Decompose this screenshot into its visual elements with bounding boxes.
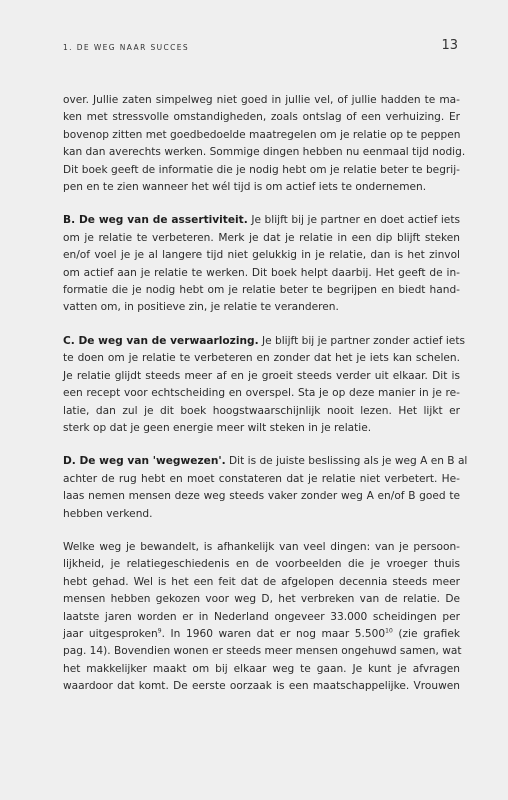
text-run: jaar uitgesproken [63, 627, 158, 640]
text-run: Je blijft bij je partner en doet actief iets [247, 214, 460, 227]
text-line: latie, dan zul je dit boek hoogstwaarschijnlijk nooit lezen. Het lijkt er [63, 404, 460, 417]
text-line: bovenop zitten met goedbedoelde maatregelen om je relatie op te peppen [63, 128, 461, 141]
text-run: Dit is de juiste beslissing als je weg A en B al [225, 455, 468, 468]
text-line: lijkheid, je relatiegeschiedenis en de voorbeelden die je vroeger thuis [63, 558, 460, 571]
text-line: achter de rug hebt en moet constateren dat je relatie niet verbetert. He- [63, 472, 460, 485]
text-line: Je relatie glijdt steeds meer af en je groeit steeds verder uit elkaar. Dit is [63, 369, 460, 382]
text-line: over. Jullie zaten simpelweg niet goed in jullie vel, of jullie hadden te ma- [63, 94, 460, 106]
text-line: het makkelijker maakt om bij elkaar weg te gaan. Je kunt je afvragen [63, 662, 460, 675]
text-line [63, 212, 460, 229]
text-line [63, 333, 465, 350]
text-line: laatste jaren worden er in Nederland ongeveer 33.000 scheidingen per [63, 610, 460, 623]
text-line: waardoor dat komt. De eerste oorzaak is een maatschappelijke. Vrouwen [63, 680, 460, 693]
footnote-marker: 10 [385, 627, 393, 635]
paragraph-verwaarlozing [63, 333, 465, 437]
text-line: een recept voor echtscheiding en overspel. Sta je op deze manier in je re- [63, 387, 460, 400]
text-line: om je relatie te verbeteren. Merk je dat je relatie in een dip blijft steken [63, 231, 460, 244]
text-line: vatten om, in positieve zin, je relatie te veranderen. [63, 301, 339, 314]
text-line: pag. 14). Bovendien wonen er steeds meer mensen ongehuwd samen, wat [63, 645, 462, 658]
text-line: laas nemen mensen deze weg steeds vaker zonder weg A en/of B goed te [63, 490, 460, 503]
text-line [63, 626, 460, 643]
paragraph-heading: C. De weg van de verwaarlozing. [63, 334, 259, 347]
text-line: om actief aan je relatie te werken. Dit boek helpt daarbij. Het geeft de in- [63, 266, 460, 279]
text-line: hebt gehad. Wel is het een feit dat de afgelopen decennia steeds meer [63, 575, 460, 588]
paragraph [63, 92, 466, 196]
text-line: sterk op dat je geen energie meer wilt steken in je relatie. [63, 421, 372, 434]
page-number: 13 [441, 38, 458, 53]
paragraph-wegwezen [63, 453, 468, 523]
text-line: ken met stressvolle omstandigheden, zoals ontslag of een verhuizing. Er [63, 111, 460, 124]
paragraph [63, 539, 460, 696]
paragraph-heading: D. De weg van 'wegwezen'. [63, 455, 226, 468]
paragraph-assertiviteit [63, 212, 460, 316]
text-line: en/of voel je je al langere tijd niet gelukkig in je relatie, dan is het zinvol [63, 249, 460, 262]
body-text [63, 92, 468, 712]
running-header [63, 38, 458, 58]
paragraph-heading: B. De weg van de assertiviteit. [63, 214, 248, 227]
text-run: (zie grafiek [392, 627, 460, 640]
text-run: . In 1960 waren dat er nog maar 5.500 [161, 627, 386, 640]
text-line: te doen om je relatie te verbeteren en zonder dat het je iets kan schelen. [63, 352, 460, 365]
text-line: pen en te zien wanneer het wél tijd is om actief iets te ondernemen. [63, 181, 427, 194]
text-line [63, 453, 468, 470]
text-line: hebben verkend. [63, 507, 153, 520]
footnote-marker: 9 [157, 627, 162, 635]
text-run: Je blijft bij je partner zonder actief iets [258, 334, 465, 347]
text-line: Dit boek geeft de informatie die je nodig hebt om je relatie beter te begrij- [63, 163, 460, 176]
text-line: formatie die je nodig hebt om je relatie beter te begrijpen en biedt hand- [63, 284, 460, 297]
text-line: kan dan averechts werken. Sommige dingen hebben nu eenmaal tijd nodig. [63, 146, 466, 159]
chapter-title: 1. DE WEG NAAR SUCCES [63, 43, 190, 52]
text-line: mensen hebben gekozen voor weg D, het verbreken van de relatie. De [63, 593, 460, 606]
text-line: Welke weg je bewandelt, is afhankelijk van veel dingen: van je persoon- [63, 540, 460, 553]
